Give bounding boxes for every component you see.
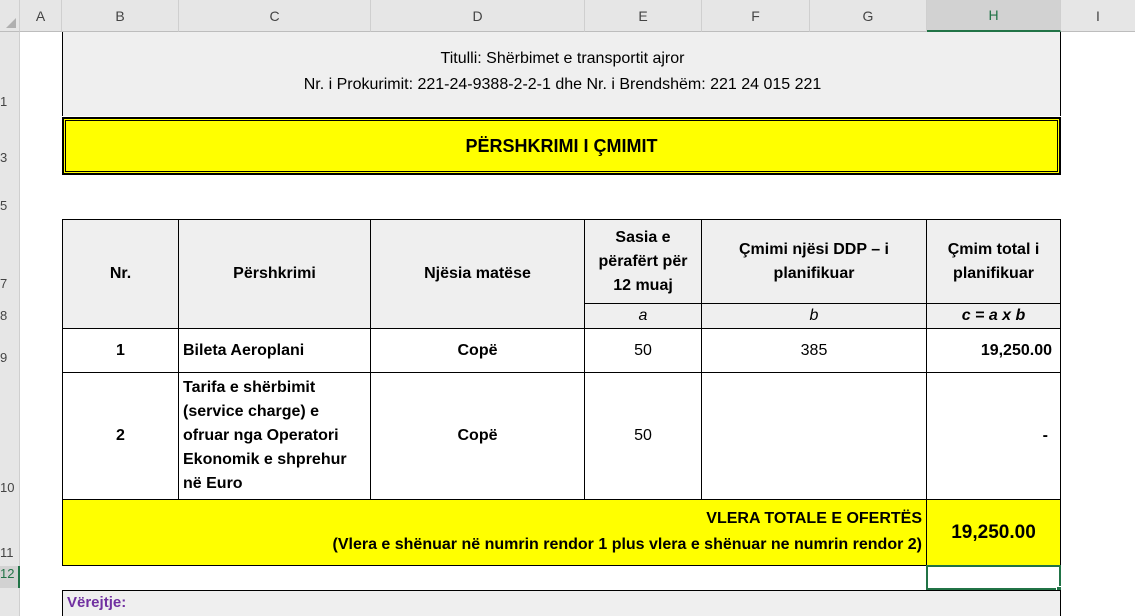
header-unit-price[interactable]: Çmimi njësi DDP – i planifikuar <box>701 219 927 304</box>
column-header-a[interactable]: A <box>20 0 62 32</box>
title-block[interactable] <box>62 32 1061 116</box>
selected-cell-h12[interactable] <box>926 565 1061 590</box>
header-quantity[interactable]: Sasia e përafërt për 12 muaj <box>584 219 702 304</box>
row1-nr[interactable]: 1 <box>62 328 179 373</box>
totals-label-cell[interactable] <box>62 499 927 566</box>
row2-unit-price[interactable] <box>701 372 927 500</box>
totals-value[interactable]: 19,250.00 <box>926 499 1061 566</box>
notes-cell[interactable] <box>62 590 1061 616</box>
totals-sublabel: (Vlera e shënuar në numrin rendor 1 plus vlera e shënuar ne numrin rendor 2) <box>332 536 922 553</box>
title-line: Titulli: Shërbimet e transportit ajror <box>440 50 685 67</box>
notes-label: Vërejtje: <box>67 594 127 611</box>
header-total[interactable]: Çmim total i planifikuar <box>926 219 1061 304</box>
row2-quantity[interactable]: 50 <box>584 372 702 500</box>
row1-total[interactable]: 19,250.00 <box>926 328 1061 373</box>
row-header-12[interactable]: 12 <box>0 566 20 588</box>
row-header-1[interactable]: 1 <box>0 94 8 109</box>
row2-description[interactable]: Tarifa e shërbimit (service charge) e ofruar nga Operatori Ekonomik e shprehur në Euro <box>178 372 371 500</box>
totals-label: VLERA TOTALE E OFERTËS <box>706 510 922 527</box>
row-header-9[interactable]: 9 <box>0 350 8 365</box>
column-header-c[interactable]: C <box>179 0 371 32</box>
row-header-10[interactable]: 10 <box>0 480 15 495</box>
row1-unit-price[interactable]: 385 <box>701 328 927 373</box>
column-header-f[interactable]: F <box>702 0 810 32</box>
row-header-8[interactable]: 8 <box>0 308 8 323</box>
column-header-d[interactable]: D <box>371 0 585 32</box>
header-nr[interactable]: Nr. <box>62 219 179 329</box>
column-header-i[interactable]: I <box>1061 0 1135 32</box>
row1-unit[interactable]: Copë <box>370 328 585 373</box>
formula-b[interactable]: b <box>701 303 927 329</box>
column-header-b[interactable]: B <box>62 0 179 32</box>
procurement-line: Nr. i Prokurimit: 221-24-9388-2-2-1 dhe Nr. i Brendshëm: 221 24 015 221 <box>303 76 822 93</box>
row2-unit[interactable]: Copë <box>370 372 585 500</box>
row-header-11[interactable]: 11 <box>0 545 14 560</box>
header-unit[interactable]: Njësia matëse <box>370 219 585 329</box>
column-header-e[interactable]: E <box>585 0 702 32</box>
section-title[interactable]: PËRSHKRIMI I ÇMIMIT <box>62 117 1061 175</box>
row2-nr[interactable]: 2 <box>62 372 179 500</box>
row-header-7[interactable]: 7 <box>0 276 8 291</box>
row-header-3[interactable]: 3 <box>0 150 8 165</box>
row1-description[interactable]: Bileta Aeroplani <box>178 328 371 373</box>
column-header-g[interactable]: G <box>810 0 927 32</box>
formula-c[interactable]: c = a x b <box>926 303 1061 329</box>
row-header-5[interactable]: 5 <box>0 198 8 213</box>
formula-a[interactable]: a <box>584 303 702 329</box>
header-description[interactable]: Përshkrimi <box>178 219 371 329</box>
row1-quantity[interactable]: 50 <box>584 328 702 373</box>
select-all-corner[interactable] <box>0 0 20 32</box>
row2-total[interactable]: - <box>926 372 1061 500</box>
column-header-h[interactable]: H <box>927 0 1061 32</box>
